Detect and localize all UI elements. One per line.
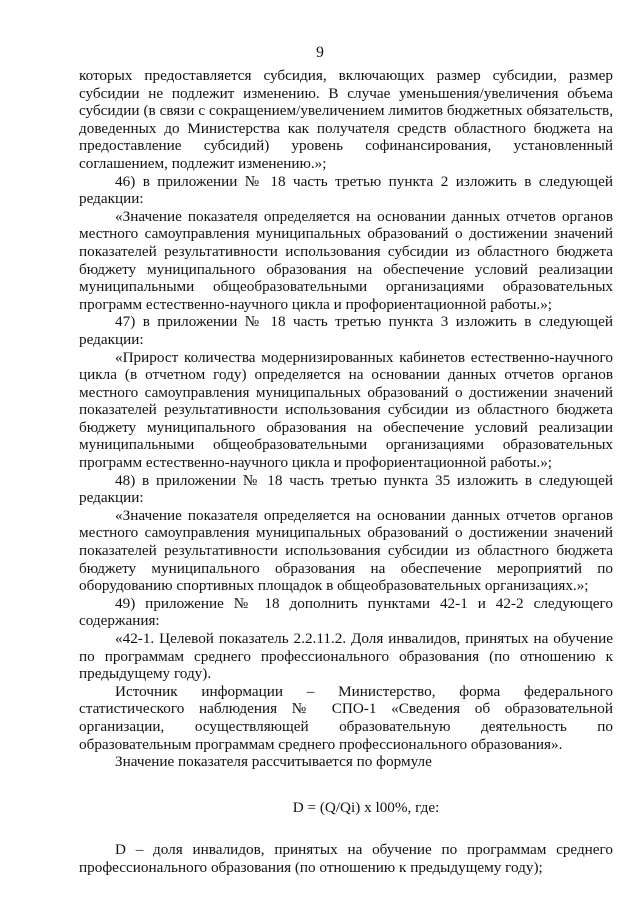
paragraph-9: «42-1. Целевой показатель 2.2.11.2. Доля инвалидов, принятых на обучение по программам среднего профессионального образования (по отношению к предыдущему году). [79,630,613,683]
paragraph-1: которых предоставляется субсидия, включающих размер субсидии, размер субсидии не подлежит изменению. В случае уменьшения/увеличения объема субсидии (в связи с сокращением/увеличением лимитов бюджетных обязательств, доведенных до Министерства как получателя средств областного бюджета на предоставление субсидий) уровень софинансирования, установленный соглашением, подлежит изменению.»; [79,67,613,172]
paragraph-3: «Значение показателя определяется на основании данных отчетов органов местного самоуправления муниципальных образований о достижении значений показателей результативности использования субсидии из областного бюджета бюджету муниципального образования на обеспечение условий реализации муниципальными общеобразовательными организациями образовательных программ естественно-научного цикла и профориентационной работы.»; [79,207,613,313]
document-body [79,67,613,877]
paragraph-5: «Прирост количества модернизированных кабинетов естественно-научного цикла (в отчетном году) определяется на основании данных отчетов органов местного самоуправления муниципальных образований о достижении значений показателей результативности использования субсидии из областного бюджета бюджету муниципального образования на обеспечение условий реализации муниципальными общеобразовательными организациями образовательных программ естественно-научного цикла и профориентационной работы.»; [79,348,613,472]
paragraph-4: 47) в приложении № 18 часть третью пункта 3 изложить в следующей редакции: [79,313,613,348]
paragraph-6: 48) в приложении № 18 часть третью пункта 35 изложить в следующей редакции: [79,471,613,507]
paragraph-11: Значение показателя рассчитывается по формуле [115,753,432,771]
formula: D = (Q/Qi) x l00%, где: [292,798,440,816]
definition: D – доля инвалидов, принятых на обучение по программам среднего профессионального образования (по отношению к предыдущему году); [79,841,613,876]
paragraph-7: «Значение показателя определяется на основании данных отчетов органов местного самоуправления муниципальных образований о достижении значений показателей результативности использования субсидии из областного бюджета бюджету муниципального образования на обеспечение мероприятий по оборудованию спортивных площадок в общеобразовательных организациях.»; [79,506,613,595]
paragraph-2: 46) в приложении № 18 часть третью пункта 2 изложить в следующей редакции: [79,172,613,208]
page-number: 9 [316,44,324,61]
paragraph-10: Источник информации – Министерство, форма федерального статистического наблюдения № СПО-1 «Сведения об образовательной организации, осуществляющей образовательную деятельность по образовательным программам среднего профессионального образования». [79,682,613,753]
paragraph-8: 49) приложение № 18 дополнить пунктами 42-1 и 42-2 следующего содержания: [79,594,613,630]
